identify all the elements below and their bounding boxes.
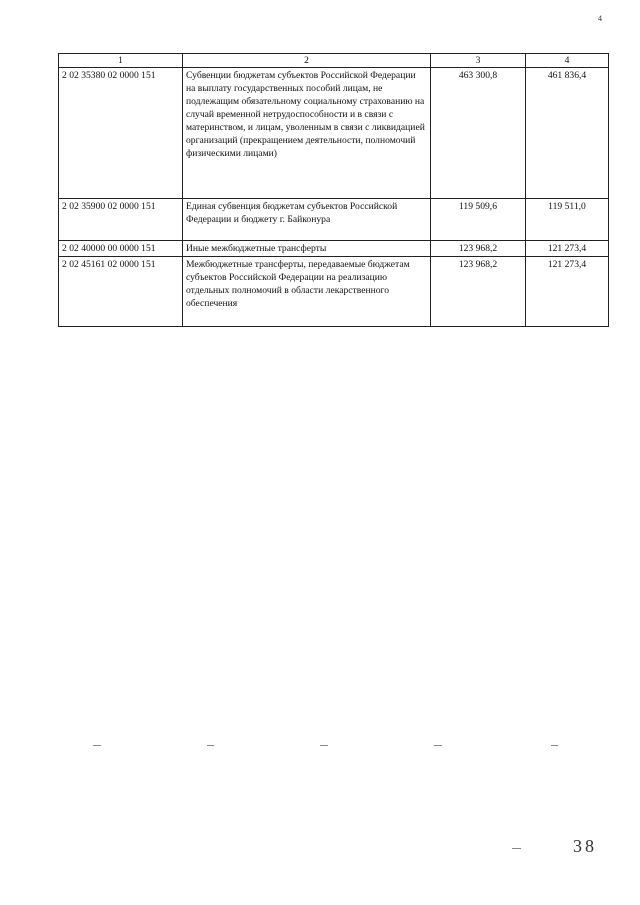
table-row	[59, 68, 609, 199]
column-header-4: 4	[526, 54, 609, 68]
scan-artifact	[434, 745, 442, 746]
value-col3-cell: 119 509,6	[431, 199, 526, 241]
value-col4-cell: 121 273,4	[526, 257, 609, 327]
value-col3-cell: 463 300,8	[431, 68, 526, 199]
table-row	[59, 199, 609, 241]
description-cell: Единая субвенция бюджетам субъектов Российской Федерации и бюджету г. Байконура	[183, 199, 431, 241]
budget-code-cell: 2 02 35900 02 0000 151	[59, 199, 183, 241]
scan-artifact	[512, 848, 521, 849]
column-header-3: 3	[431, 54, 526, 68]
scan-artifact	[207, 745, 214, 746]
table-row	[59, 257, 609, 327]
column-header-1: 1	[59, 54, 183, 68]
budget-code-cell: 2 02 35380 02 0000 151	[59, 68, 183, 199]
budget-code-cell: 2 02 45161 02 0000 151	[59, 257, 183, 327]
value-col4-cell: 119 511,0	[526, 199, 609, 241]
description-cell: Межбюджетные трансферты, передаваемые бюджетам субъектов Российской Федерации на реализацию отдельных полномочий в области лекарственного обеспечения	[183, 257, 431, 327]
value-col3-cell: 123 968,2	[431, 241, 526, 257]
description-cell: Иные межбюджетные трансферты	[183, 241, 431, 257]
table-row	[59, 241, 609, 257]
page-stamp-number: 38	[573, 836, 597, 856]
value-col3-cell: 123 968,2	[431, 257, 526, 327]
budget-code-cell: 2 02 40000 00 0000 151	[59, 241, 183, 257]
value-col4-cell: 121 273,4	[526, 241, 609, 257]
description-cell: Субвенции бюджетам субъектов Российской Федерации на выплату государственных пособий лицам, не подлежащим обязательному социальному страхованию на случай временной нетрудоспособности и в связи с материнством, и лицам, уволенным в связи с ликвидацией организаций (прекращением деятельности, полномочий физическими лицами)	[183, 68, 431, 199]
value-col4-cell: 461 836,4	[526, 68, 609, 199]
scan-artifact	[93, 745, 101, 746]
column-header-2: 2	[183, 54, 431, 68]
table-header	[59, 54, 609, 68]
scan-artifact	[551, 745, 558, 746]
page-number: 4	[598, 14, 602, 23]
scan-artifact	[320, 745, 328, 746]
budget-table	[58, 53, 609, 327]
